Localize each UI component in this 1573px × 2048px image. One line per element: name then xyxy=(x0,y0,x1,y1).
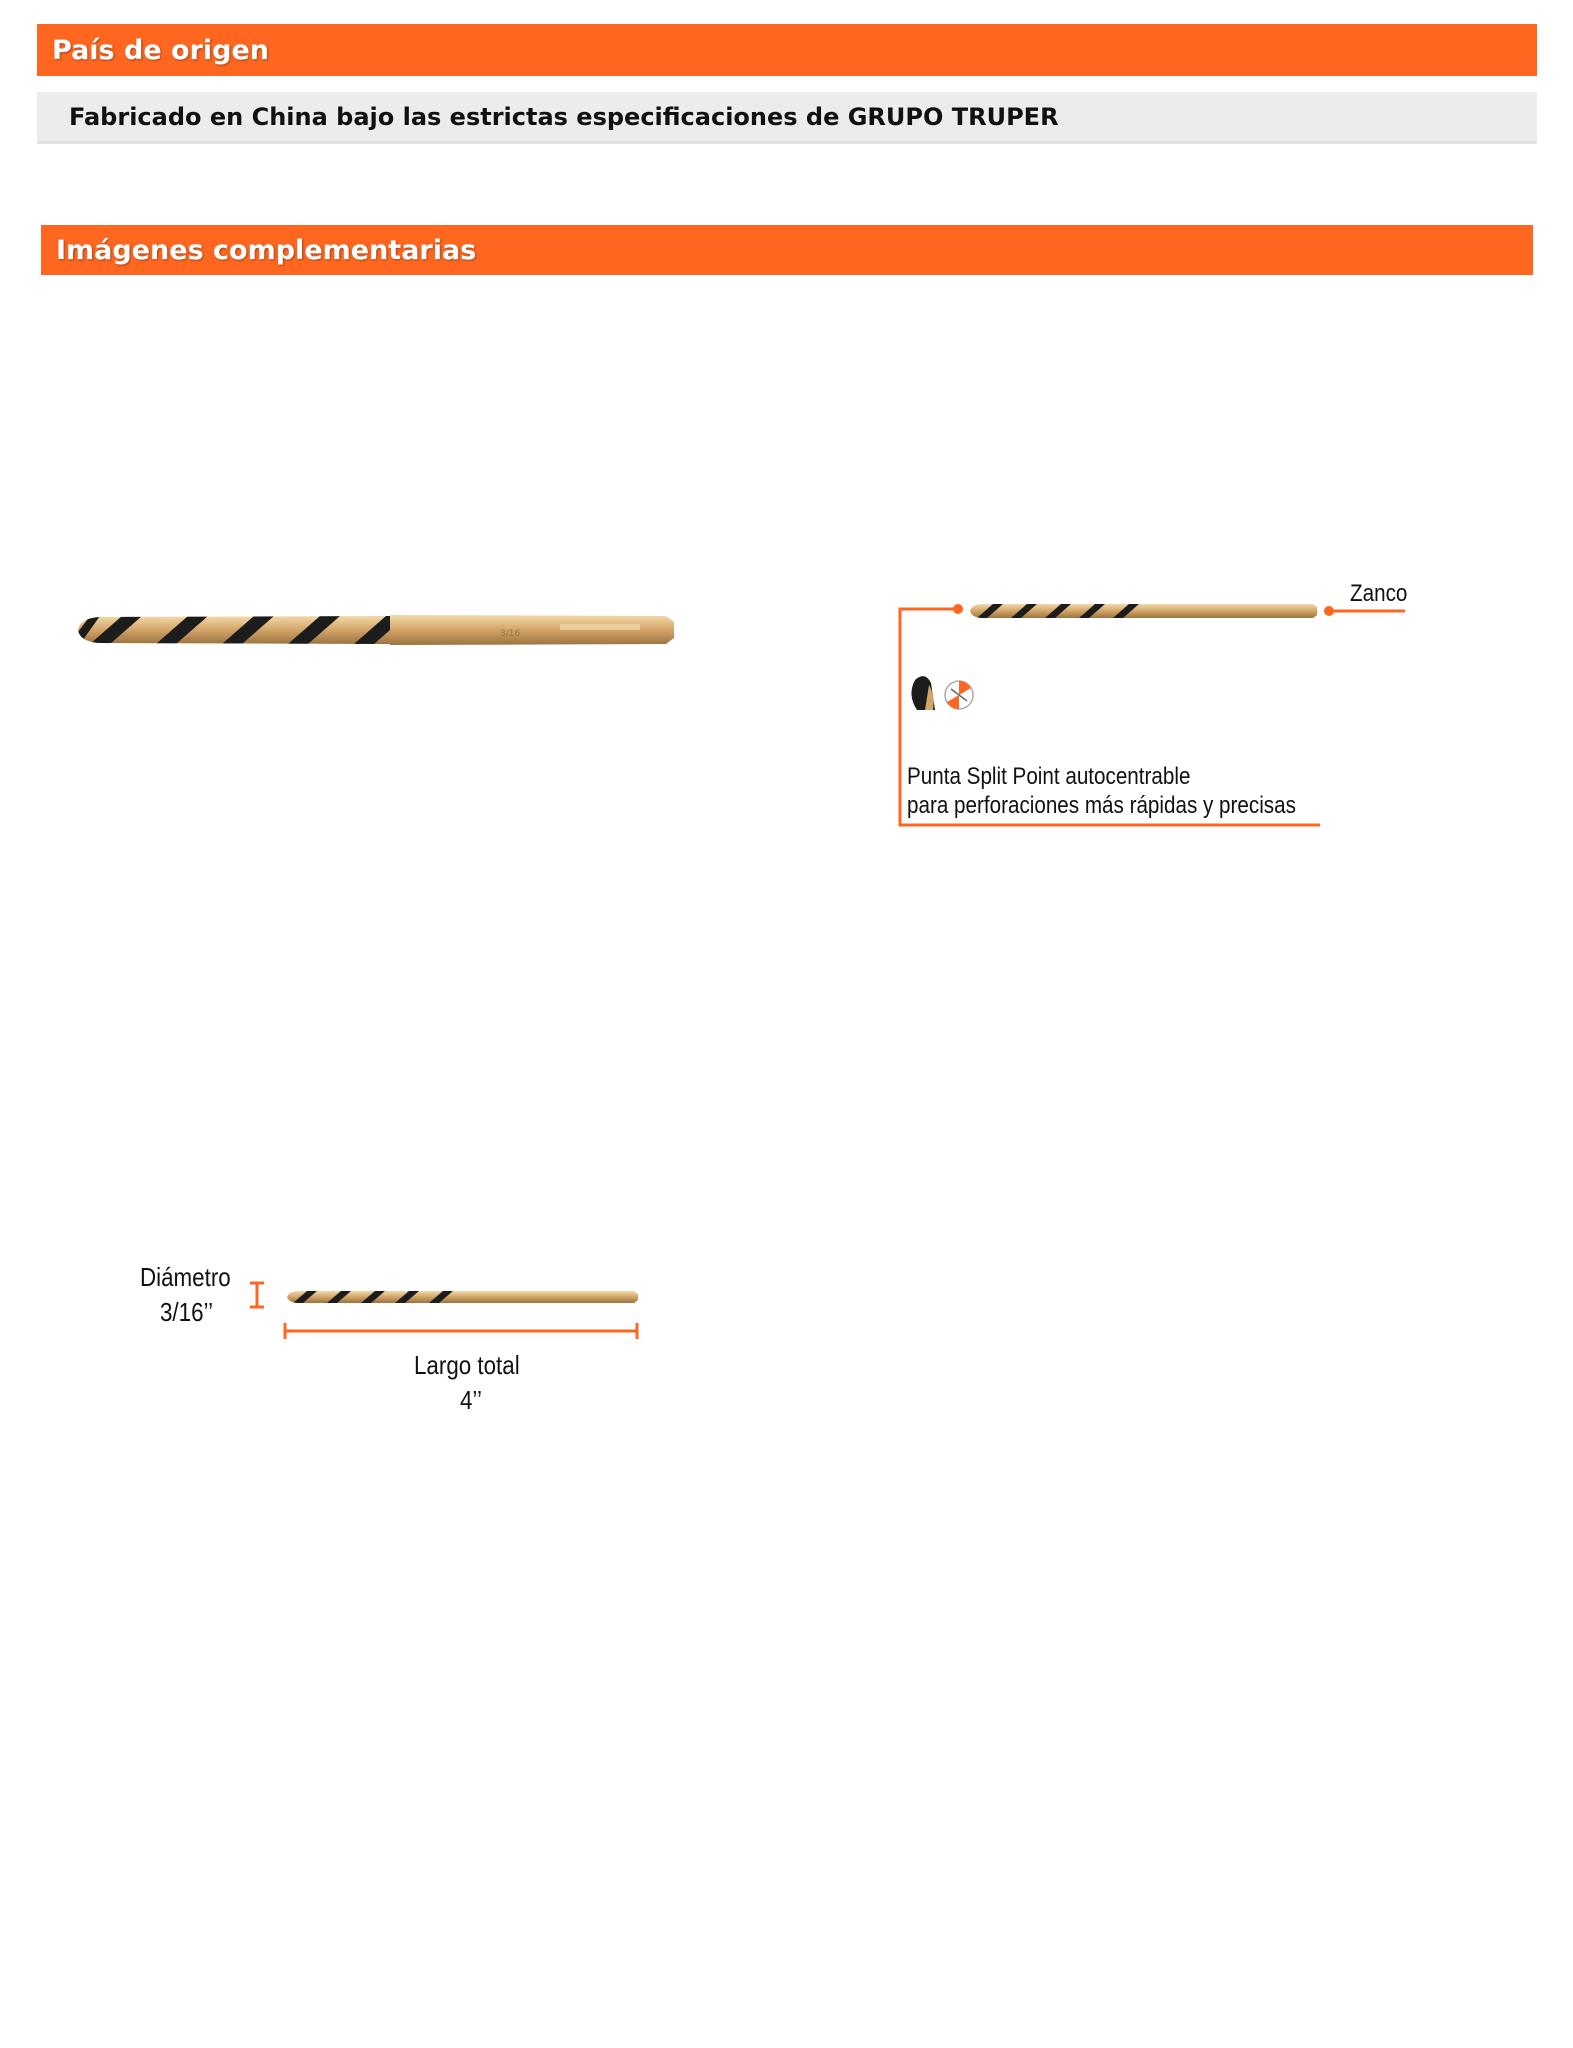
section-title-images: Imágenes complementarias xyxy=(56,234,477,266)
origin-text: Fabricado en China bajo las estrictas especificaciones de GRUPO TRUPER xyxy=(69,102,1059,131)
shank-label: Zanco xyxy=(1350,580,1408,607)
split-point-face-icon xyxy=(945,681,973,709)
split-point-tip-icon xyxy=(911,676,935,710)
length-value: 4’’ xyxy=(460,1385,482,1415)
section-header-origin xyxy=(37,24,1537,76)
split-point-label-line1: Punta Split Point autocentrable xyxy=(907,763,1191,790)
svg-text:3/16: 3/16 xyxy=(500,629,521,639)
drill-bit-image-large xyxy=(70,600,690,660)
length-label: Largo total xyxy=(414,1350,520,1380)
diameter-value: 3/16’’ xyxy=(160,1297,214,1327)
split-point-label-line2: para perforaciones más rápidas y precisas xyxy=(907,792,1296,819)
origin-text-box xyxy=(37,92,1537,144)
drill-bit-dimensions-image xyxy=(245,1275,650,1345)
diameter-label: Diámetro xyxy=(140,1262,231,1292)
section-header-images xyxy=(41,225,1533,275)
section-title-origin: País de origen xyxy=(52,34,270,66)
